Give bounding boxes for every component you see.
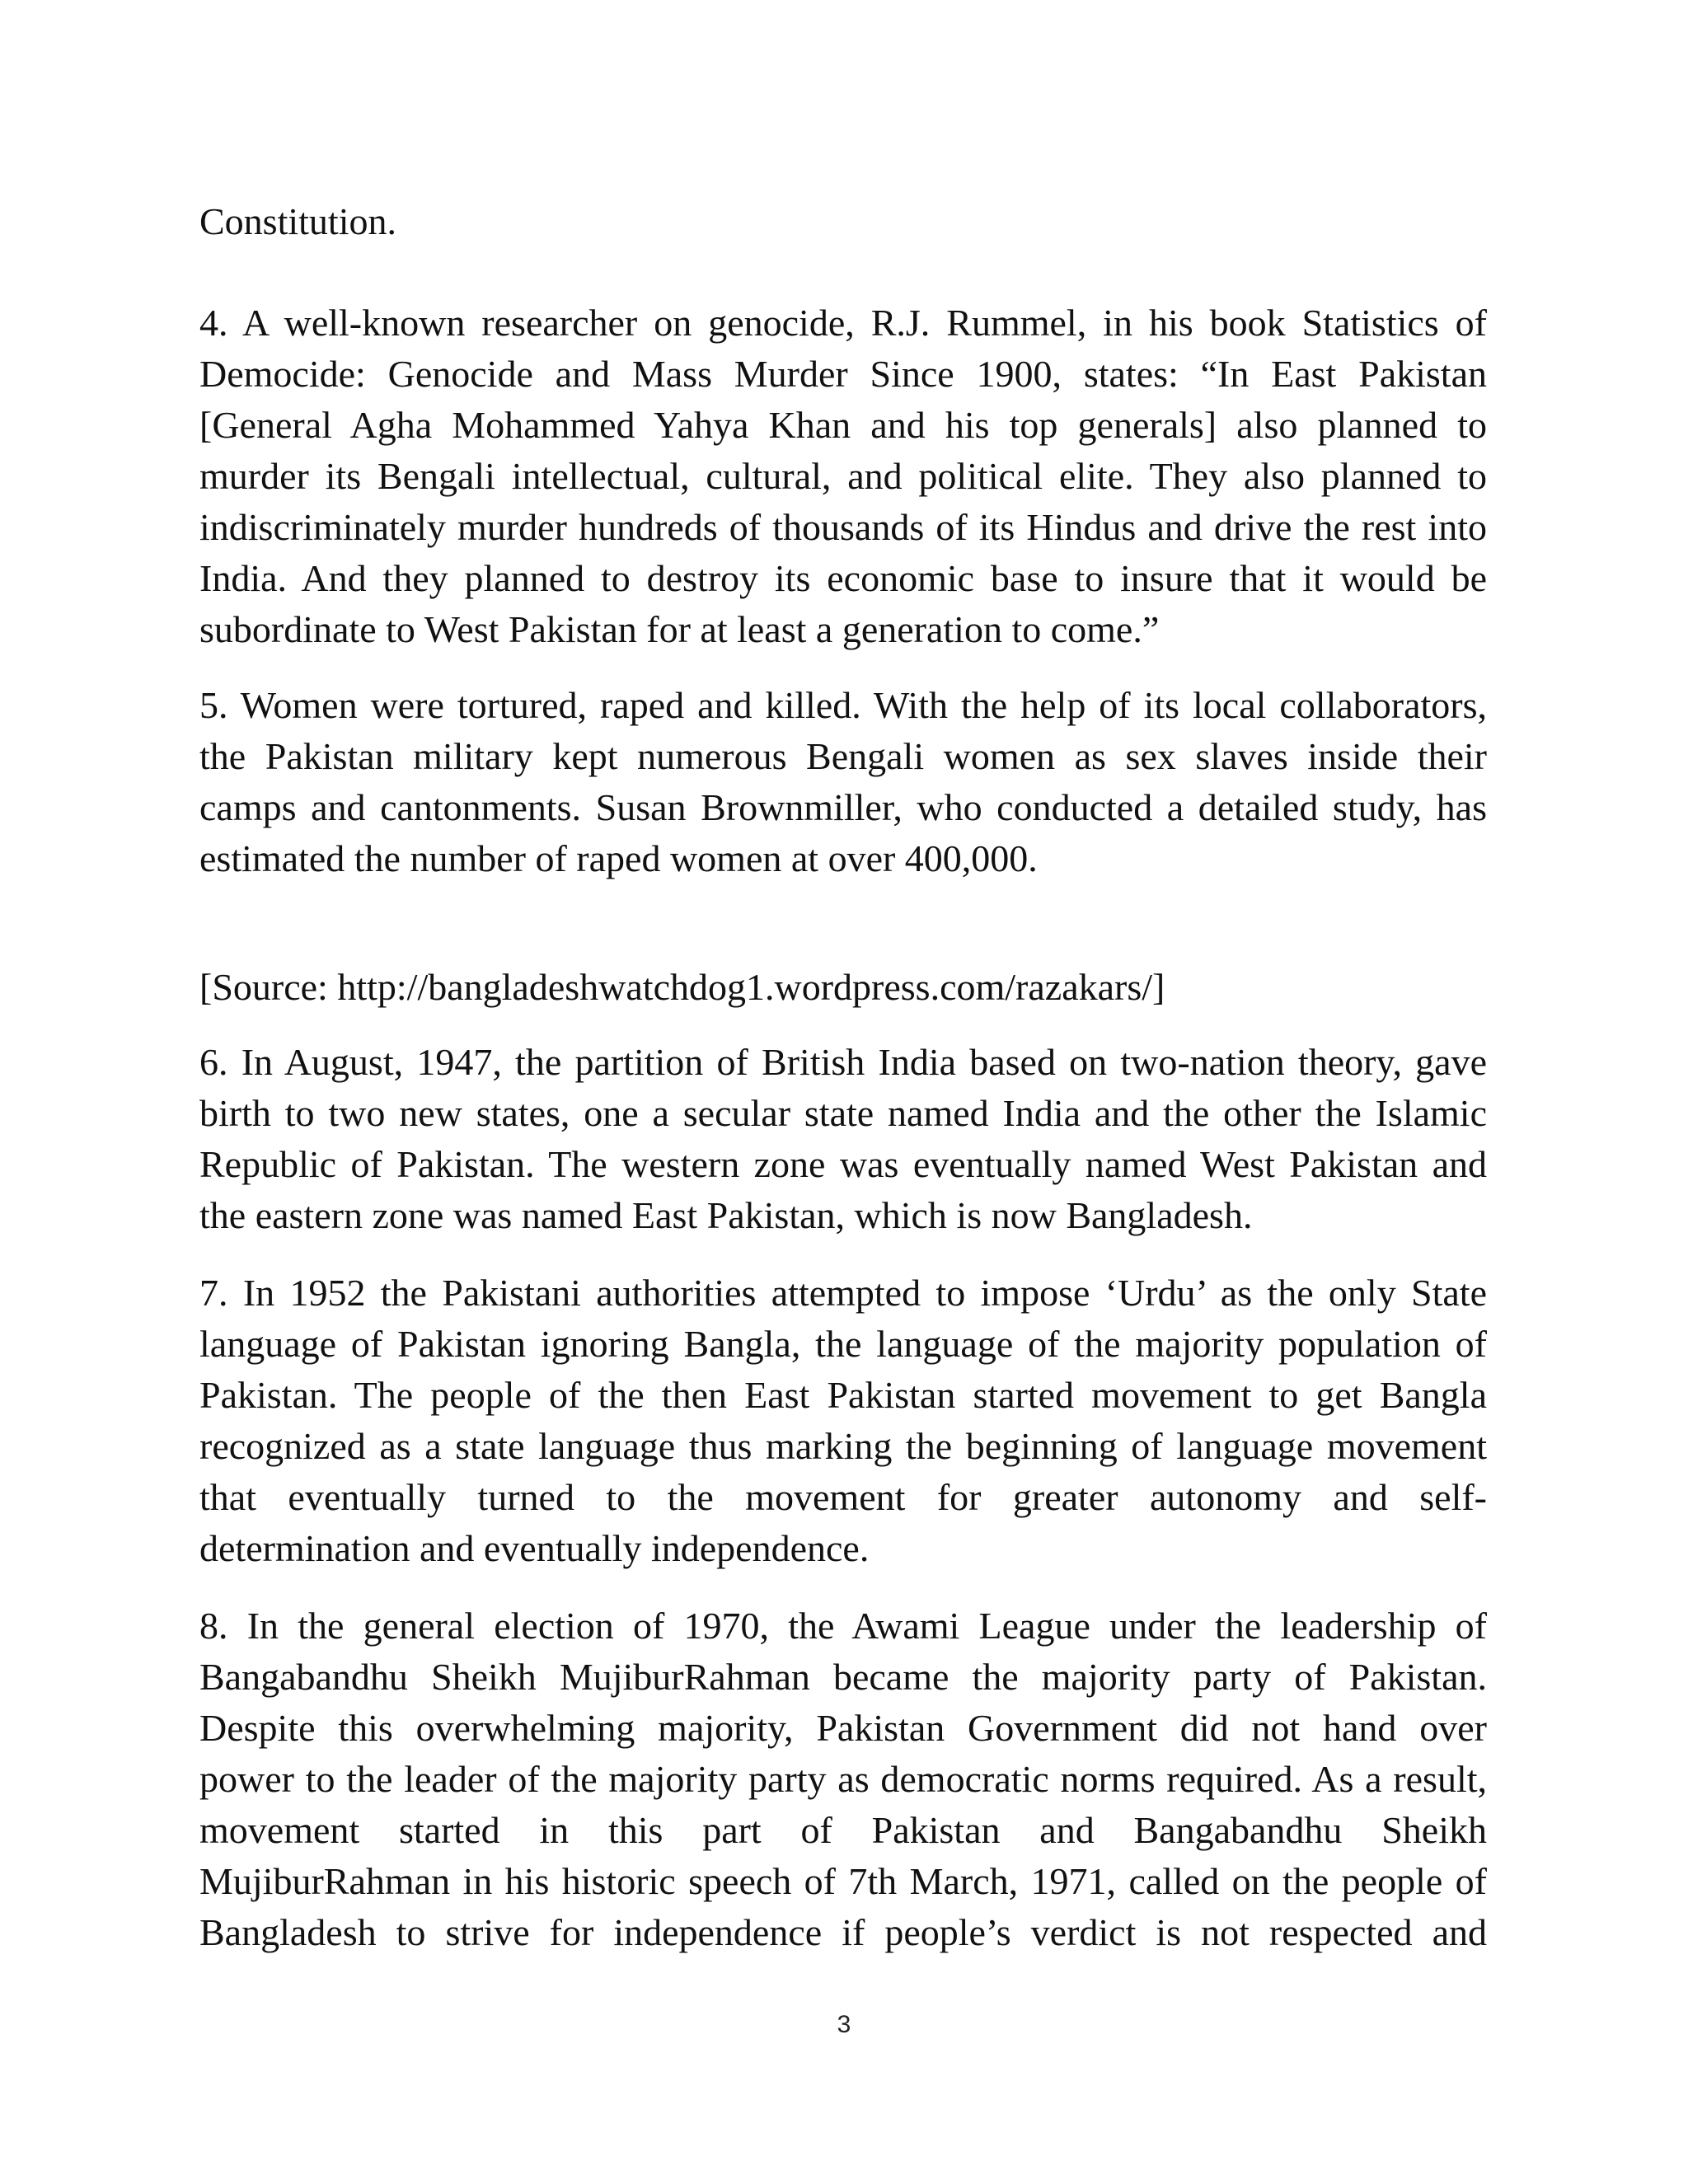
text-line: [General Agha Mohammed Yahya Khan and his top generals] also planned to: [199, 404, 1487, 446]
text-line: birth to two new states, one a secular state named India and the other the Islamic: [199, 1092, 1487, 1134]
text-line: 5. Women were tortured, raped and killed. With the help of its local collaborators,: [199, 684, 1487, 726]
text-line: camps and cantonments. Susan Brownmiller, who conducted a detailed study, has: [199, 786, 1487, 828]
text-line: determination and eventually independence.: [199, 1527, 870, 1569]
intro-line: [199, 196, 1487, 247]
paragraph-5: [199, 680, 1487, 884]
text-line: Bangabandhu Sheikh MujiburRahman became the majority party of Pakistan.: [199, 1656, 1487, 1698]
text-line: that eventually turned to the movement for greater autonomy and self-: [199, 1476, 1487, 1518]
source-citation: [199, 962, 1487, 1013]
text-line: 4. A well-known researcher on genocide, R.J. Rummel, in his book Statistics of: [199, 302, 1487, 344]
text-line: MujiburRahman in his historic speech of 7th March, 1971, called on the people of: [199, 1860, 1487, 1902]
page-number: 3: [837, 2011, 851, 2038]
text-line: the eastern zone was named East Pakistan, which is now Bangladesh.: [199, 1194, 1253, 1236]
text-line: murder its Bengali intellectual, cultural, and political elite. They also planned to: [199, 455, 1487, 497]
text-line: subordinate to West Pakistan for at least a generation to come.”: [199, 608, 1160, 650]
text-line: 8. In the general election of 1970, the Awami League under the leadership of: [199, 1605, 1487, 1647]
text-line: Republic of Pakistan. The western zone was eventually named West Pakistan and: [199, 1143, 1487, 1185]
paragraph-6: [199, 1037, 1487, 1241]
text-line: the Pakistan military kept numerous Bengali women as sex slaves inside their: [199, 735, 1487, 777]
text-line: India. And they planned to destroy its economic base to insure that it would be: [199, 557, 1487, 599]
text-line: Bangladesh to strive for independence if people’s verdict is not respected and: [199, 1911, 1487, 1953]
paragraph-8: [199, 1601, 1487, 1958]
text-line: 6. In August, 1947, the partition of British India based on two-nation theory, gave: [199, 1041, 1487, 1083]
text-line: language of Pakistan ignoring Bangla, the language of the majority population of: [199, 1323, 1487, 1365]
text-line: estimated the number of raped women at over 400,000.: [199, 837, 1038, 879]
text-line: indiscriminately murder hundreds of thousands of its Hindus and drive the rest into: [199, 506, 1487, 548]
text-line: movement started in this part of Pakistan and Bangabandhu Sheikh: [199, 1809, 1487, 1851]
text-line: [Source: http://bangladeshwatchdog1.wordpress.com/razakars/]: [199, 966, 1165, 1008]
text-line: Despite this overwhelming majority, Pakistan Government did not hand over: [199, 1707, 1487, 1749]
text-line: 7. In 1952 the Pakistani authorities attempted to impose ‘Urdu’ as the only State: [199, 1272, 1487, 1314]
text-line: Constitution.: [199, 200, 396, 242]
text-line: Pakistan. The people of the then East Pakistan started movement to get Bangla: [199, 1374, 1487, 1416]
paragraph-7: [199, 1268, 1487, 1574]
text-line: power to the leader of the majority party as democratic norms required. As a result,: [199, 1758, 1487, 1800]
text-line: Democide: Genocide and Mass Murder Since 1900, states: “In East Pakistan: [199, 353, 1487, 395]
text-line: recognized as a state language thus marking the beginning of language movement: [199, 1425, 1487, 1467]
paragraph-4: [199, 298, 1487, 655]
